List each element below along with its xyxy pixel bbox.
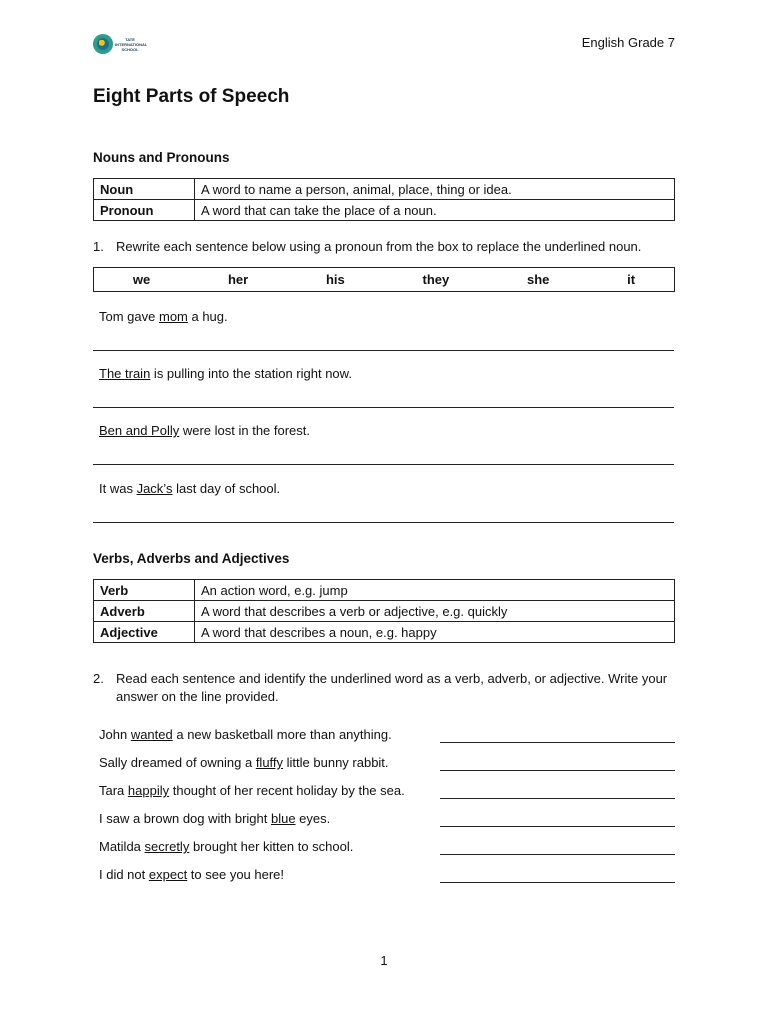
rewrite-sentence-2 [99,366,352,381]
underlined-word: expect [148,867,188,882]
sentence-text: Tom gave [99,309,159,324]
sentence-text: John [99,727,131,742]
answer-line[interactable] [440,742,675,743]
identify-sentence-6 [99,867,675,887]
sentence-text: Matilda [99,839,145,854]
answer-line[interactable] [440,798,675,799]
rewrite-sentence-1 [99,309,228,324]
definition-cell: A word that describes a verb or adjective, e.g. quickly [195,601,675,622]
sentence-text: last day of school. [172,481,281,496]
table-row [94,622,675,643]
underlined-noun: mom [158,309,188,324]
question-1-instruction [93,238,675,256]
word-box-item: his [325,272,345,287]
rewrite-sentence-4 [99,481,280,496]
table-row [94,179,675,200]
definition-cell: An action word, e.g. jump [195,580,675,601]
answer-line[interactable] [440,826,675,827]
word-box-item: her [227,272,249,287]
sentence-text: brought her kitten to school. [189,839,354,854]
verbs-definition-table [93,579,675,643]
table-row [94,200,675,221]
term-cell: Pronoun [94,200,195,221]
identify-sentence-3 [99,783,675,803]
sentence-text: I saw a brown dog with bright [99,811,271,826]
word-box-item: she [526,272,550,287]
table-row [94,601,675,622]
sentence-text: eyes. [295,811,331,826]
identify-sentence-1 [99,727,675,747]
sentence-text: thought of her recent holiday by the sea. [169,783,405,798]
question-2-instruction [93,670,675,706]
sentence-text: Tara [99,783,128,798]
answer-line[interactable] [93,464,674,465]
sentence-text: Sally dreamed of owning a [99,755,256,770]
definition-cell: A word that can take the place of a noun. [195,200,675,221]
nouns-definition-table [93,178,675,221]
definition-cell: A word that describes a noun, e.g. happy [195,622,675,643]
underlined-noun: Ben and Polly [99,423,180,438]
term-cell: Adverb [94,601,195,622]
underlined-word: happily [127,783,170,798]
sentence-text: a new basketball more than anything. [172,727,392,742]
pronoun-word-box [93,267,675,292]
sentence-text: is pulling into the station right now. [150,366,352,381]
identify-sentence-5 [99,839,675,859]
word-box-item: they [422,272,450,287]
question-text: Rewrite each sentence below using a pronoun from the box to replace the underlined noun. [116,239,642,254]
underlined-word: secretly [144,839,190,854]
sentence-text: to see you here! [187,867,285,882]
answer-line[interactable] [93,350,674,351]
section-heading-nouns: Nouns and Pronouns [93,150,230,165]
word-box-item: it [627,272,636,287]
term-cell: Verb [94,580,195,601]
answer-line[interactable] [440,854,675,855]
sentence-text: It was [99,481,137,496]
sentence-text: a hug. [187,309,228,324]
term-cell: Noun [94,179,195,200]
question-number: 2. [93,671,104,686]
word-box-item: we [132,272,151,287]
answer-line[interactable] [93,522,674,523]
underlined-word: blue [270,811,296,826]
term-cell: Adjective [94,622,195,643]
identify-sentence-2 [99,755,675,775]
answer-line[interactable] [440,770,675,771]
table-row [94,580,675,601]
sentence-text: I did not [99,867,149,882]
underlined-noun: Jack’s [136,481,173,496]
underlined-word: fluffy [255,755,284,770]
page-title: Eight Parts of Speech [93,86,290,107]
answer-line[interactable] [93,407,674,408]
underlined-noun: The train [99,366,151,381]
question-number: 1. [93,239,104,254]
sentence-text: little bunny rabbit. [283,755,389,770]
rewrite-sentence-3 [99,423,310,438]
course-label: English Grade 7 [581,35,675,50]
sentence-text: were lost in the forest. [179,423,311,438]
identify-sentence-4 [99,811,675,831]
definition-cell: A word to name a person, animal, place, thing or idea. [195,179,675,200]
answer-line[interactable] [440,882,675,883]
school-seal-icon [93,34,113,54]
section-heading-verbs: Verbs, Adverbs and Adjectives [93,551,290,566]
school-logo [93,34,148,54]
question-text: Read each sentence and identify the underlined word as a verb, adverb, or adjective. Write your answer on the line provided. [116,671,668,704]
page-number: 1 [380,953,388,968]
underlined-word: wanted [130,727,173,742]
logo-text: TATE INTERNATIONAL SCHOOL [115,36,148,52]
